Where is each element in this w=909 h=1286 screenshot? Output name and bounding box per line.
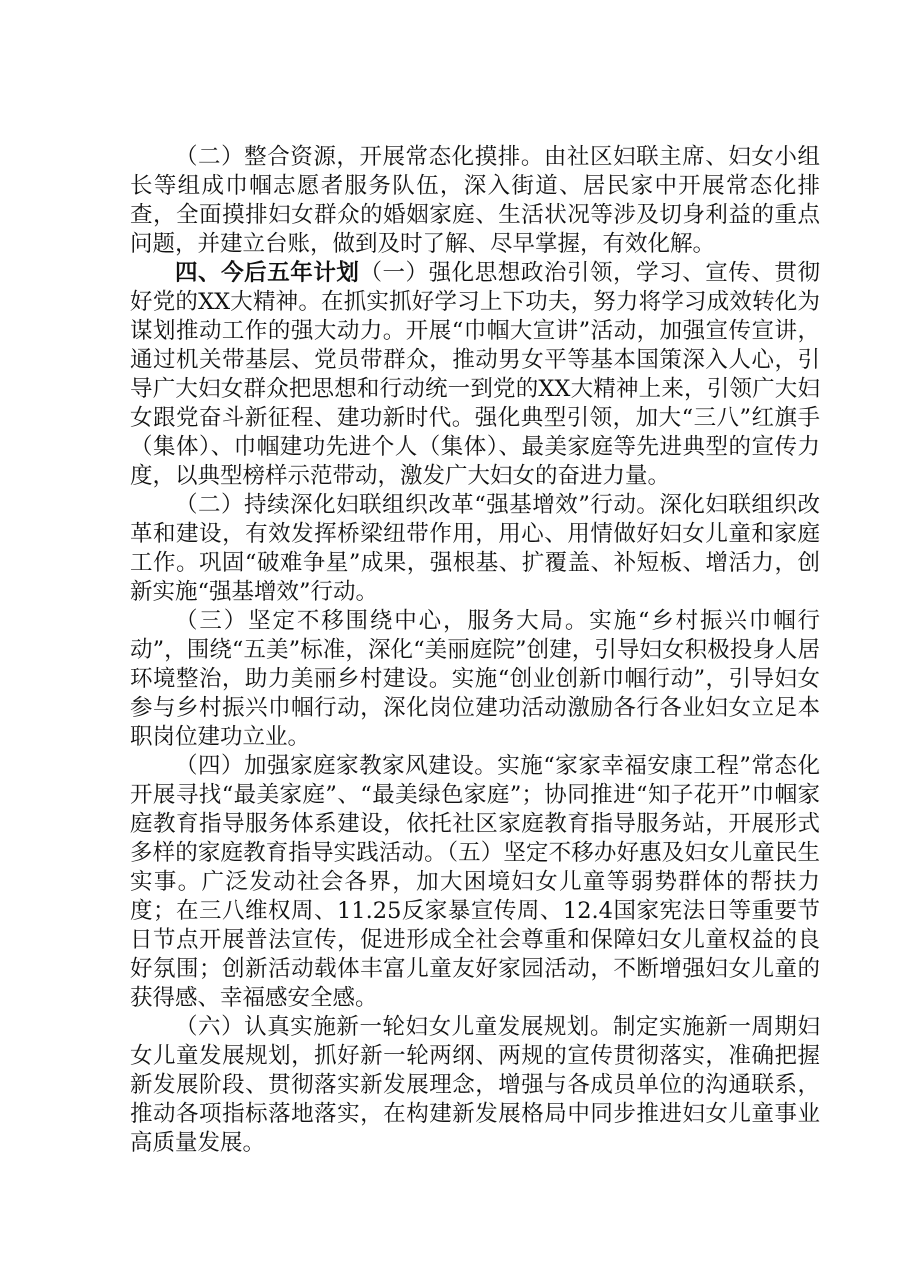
paragraph-resource-integration <box>130 143 820 259</box>
document-body <box>130 143 820 1158</box>
paragraph-family-building <box>130 752 820 1013</box>
paragraph-text: （四）加强家庭家教家风建设。实施“家家幸福安康工程”常态化开展寻找“最美家庭”、“最美绿色家庭”；协同推进“知子花开”巾帼家庭教育指导服务体系建设，依托社区家庭教育指导服务站，开展形式多样的家庭教育指导实践活动。（五）坚定不移办好惠及妇女儿童民生实事。广泛发动社会各界，加大困境妇女儿童等弱势群体的帮扶力度；在三八维权周、11.25反家暴宣传周、12.4国家宪法日等重要节日节点开展普法宣传，促进形成全社会尊重和保障妇女儿童权益的良好氛围；创新活动载体丰富儿童友好家园活动，不断增强妇女儿童的获得感、幸福感安全感。 <box>130 753 820 1011</box>
paragraph-five-year-plan <box>130 259 820 491</box>
paragraph-serve-center <box>130 607 820 752</box>
paragraph-text: （二）持续深化妇联组织改革“强基增效”行动。深化妇联组织改革和建设，有效发挥桥梁纽带作用，用心、用情做好妇女儿童和家庭工作。巩固“破难争星”成果，强根基、扩覆盖、补短板、增活力，创新实施“强基增效”行动。 <box>130 492 820 605</box>
paragraph-text: （三）坚定不移围绕中心，服务大局。实施“乡村振兴巾帼行动”，围绕“五美”标准，深化“美丽庭院”创建，引导妇女积极投身人居环境整治，助力美丽乡村建设。实施“创业创新巾帼行动”，引导妇女参与乡村振兴巾帼行动，深化岗位建功活动激励各行各业妇女立足本职岗位建功立业。 <box>130 608 820 750</box>
paragraph-development-plan <box>130 1013 820 1158</box>
paragraph-text: （一）强化思想政治引领，学习、宣传、贯彻好党的XX大精神。在抓实抓好学习上下功夫，努力将学习成效转化为谋划推动工作的强大动力。开展“巾帼大宣讲”活动，加强宣传宣讲，通过机关带基层、党员带群众，推动男女平等基本国策深入人心，引导广大妇女群众把思想和行动统一到党的XX大精神上来，引领广大妇女跟党奋斗新征程、建功新时代。强化典型引领，加大“三八”红旗手（集体）、巾帼建功先进个人（集体）、最美家庭等先进典型的宣传力度，以典型榜样示范带动，激发广大妇女的奋进力量。 <box>130 260 820 489</box>
paragraph-text: （六）认真实施新一轮妇女儿童发展规划。制定实施新一周期妇女儿童发展规划，抓好新一轮两纲、两规的宣传贯彻落实，准确把握新发展阶段、贯彻落实新发展理念，增强与各成员单位的沟通联系，推动各项指标落地落实，在构建新发展格局中同步推进妇女儿童事业高质量发展。 <box>130 1014 820 1156</box>
section-heading: 四、今后五年计划 <box>175 260 360 286</box>
paragraph-text: （二）整合资源，开展常态化摸排。由社区妇联主席、妇女小组长等组成巾帼志愿者服务队伍，深入街道、居民家中开展常态化排查，全面摸排妇女群众的婚姻家庭、生活状况等涉及切身利益的重点问题，并建立台账，做到及时了解、尽早掌握，有效化解。 <box>130 144 820 257</box>
paragraph-organization-reform <box>130 491 820 607</box>
